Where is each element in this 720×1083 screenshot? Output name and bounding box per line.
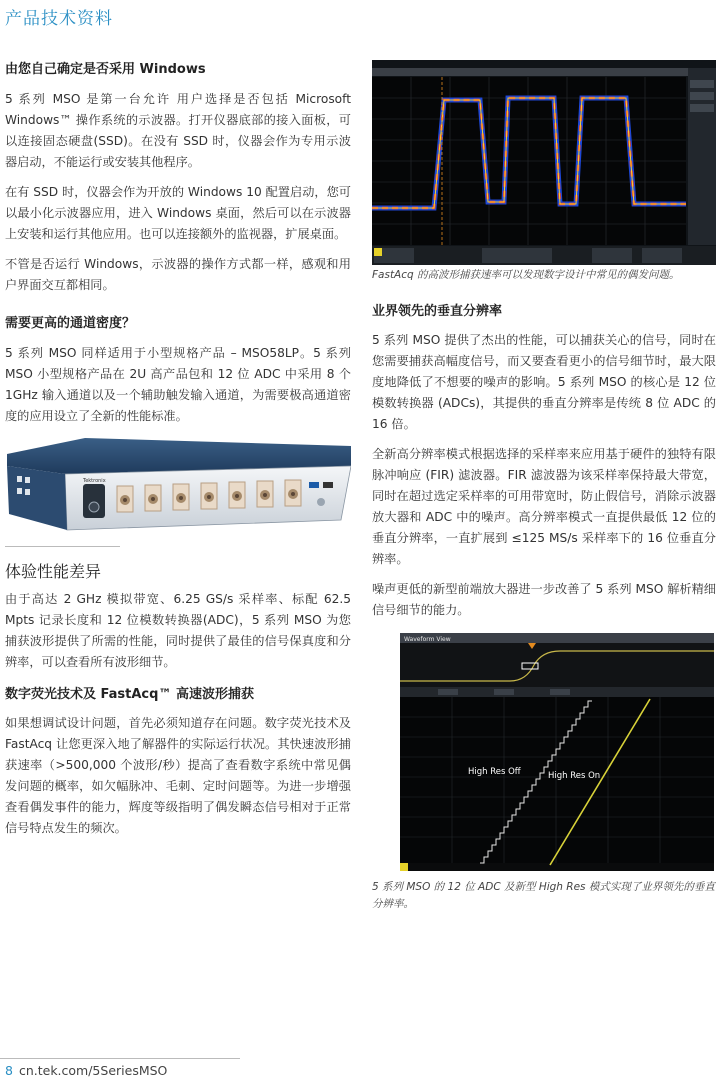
vertical-resolution-heading: 业界领先的垂直分辨率 xyxy=(372,304,503,319)
brand-label: Tektronix xyxy=(83,478,106,484)
performance-heading: 体验性能差异 xyxy=(5,562,102,581)
left-column xyxy=(5,60,351,839)
fastacq-heading: 数字荧光技术及 FastAcq™ 高速波形捕获 xyxy=(5,687,254,702)
footer-url[interactable]: cn.tek.com/5SeriesMSO xyxy=(18,1063,168,1078)
waveform-view-title: Waveform View xyxy=(404,636,451,643)
fastacq-screenshot xyxy=(372,60,716,265)
performance-paragraph: 由于高达 2 GHz 模拟带宽、6.25 GS/s 采样率、标配 62.5 Mpts 记录长度和 12 位模数转换器(ADC)，5 系列 MSO 为您捕获波形提供了所需的性能，同时提供了最佳的信号保真度和分辨率，可以查看所有波形细节。 xyxy=(5,592,351,669)
page-footer xyxy=(5,1063,167,1078)
high-res-caption: 5 系列 MSO 的 12 位 ADC 及新型 High Res 模式实现了业界领先的垂直分辨率。 xyxy=(372,881,715,910)
mso58lp-product-image xyxy=(5,436,351,532)
density-heading: 需要更高的通道密度？ xyxy=(5,316,136,331)
windows-paragraph-1: 5 系列 MSO 是第一台允许 用户选择是否包括 Microsoft Windows™ 操作系统的示波器。打开仪器底部的接入面板，可以连接固态硬盘(SSD)。在没有 SSD 时，仪器会作为专用示波器启动，不能运行或安装其他程序。 xyxy=(5,92,351,169)
section-title: 产品技术资料 xyxy=(5,9,113,29)
footer-divider xyxy=(0,1058,240,1059)
high-res-on-label: High Res On xyxy=(548,771,601,781)
windows-paragraph-3: 不管是否运行 Windows，示波器的操作方式都一样，感观和用户界面交互都相同。 xyxy=(5,257,351,292)
vertical-paragraph-3: 噪声更低的新型前端放大器进一步改善了 5 系列 MSO 解析精细信号细节的能力。 xyxy=(372,582,716,617)
right-column xyxy=(372,60,716,913)
density-paragraph: 5 系列 MSO 同样适用于小型规格产品 – MSO58LP。5 系列 MSO 小型规格产品在 2U 高产品包和 12 位 ADC 中采用 8 个 1GHz 输入通道以及一个辅助触发输入通道，为需要极高通道密度的应用设立了全新的性能标准。 xyxy=(5,346,351,423)
high-res-off-label: High Res Off xyxy=(468,767,521,777)
high-res-screenshot xyxy=(400,633,714,871)
fastacq-paragraph: 如果想调试设计问题，首先必须知道存在问题。数字荧光技术及 FastAcq 让您更深入地了解器件的实际运行状况。其快速波形捕获速率（>500,000 个波形/秒）提高了查看数字系统中常见偶发问题的概率，如欠幅脉冲、毛刺、定时问题等。为进一步增强查看偶发事件的能力，辉度等级指明了偶发瞬态信号相对于正常信号特点发生的频次。 xyxy=(5,716,351,835)
windows-paragraph-2: 在有 SSD 时，仪器会作为开放的 Windows 10 配置启动，您可以最小化示波器应用，进入 Windows 桌面，然后可以在示波器上安装和运行其他应用。也可以连接额外的监视器，扩展桌面。 xyxy=(5,185,351,241)
fastacq-caption: FastAcq 的高波形捕获速率可以发现数字设计中常见的偶发问题。 xyxy=(372,269,680,281)
vertical-paragraph-2: 全新高分辨率模式根据选择的采样率来应用基于硬件的独特有限脉冲响应 (FIR) 滤波器。FIR 滤波器为该采样率保持最大带宽，同时在超过选定采样率的可用带宽时，防止假信号，消除示波器放大器和 ADC 中的噪声。高分辨率模式一直提供最低 12 位的垂直分辨率，一直扩展到 ≤125 MS/s 采样率下的 16 位垂直分辨率。 xyxy=(372,447,716,566)
windows-heading: 由您自己确定是否采用 Windows xyxy=(5,62,206,77)
vertical-paragraph-1: 5 系列 MSO 提供了杰出的性能，可以捕获关心的信号，同时在您需要捕获高幅度信号，而又要查看更小的信号细节时，最大限度地降低了不想要的噪声的影响。5 系列 MSO 的核心是 12 位模数转换器 (ADCs)，其提供的垂直分辨率是传统 8 位 ADC 的 16 倍。 xyxy=(372,333,716,431)
page-number: 8 xyxy=(5,1063,13,1078)
